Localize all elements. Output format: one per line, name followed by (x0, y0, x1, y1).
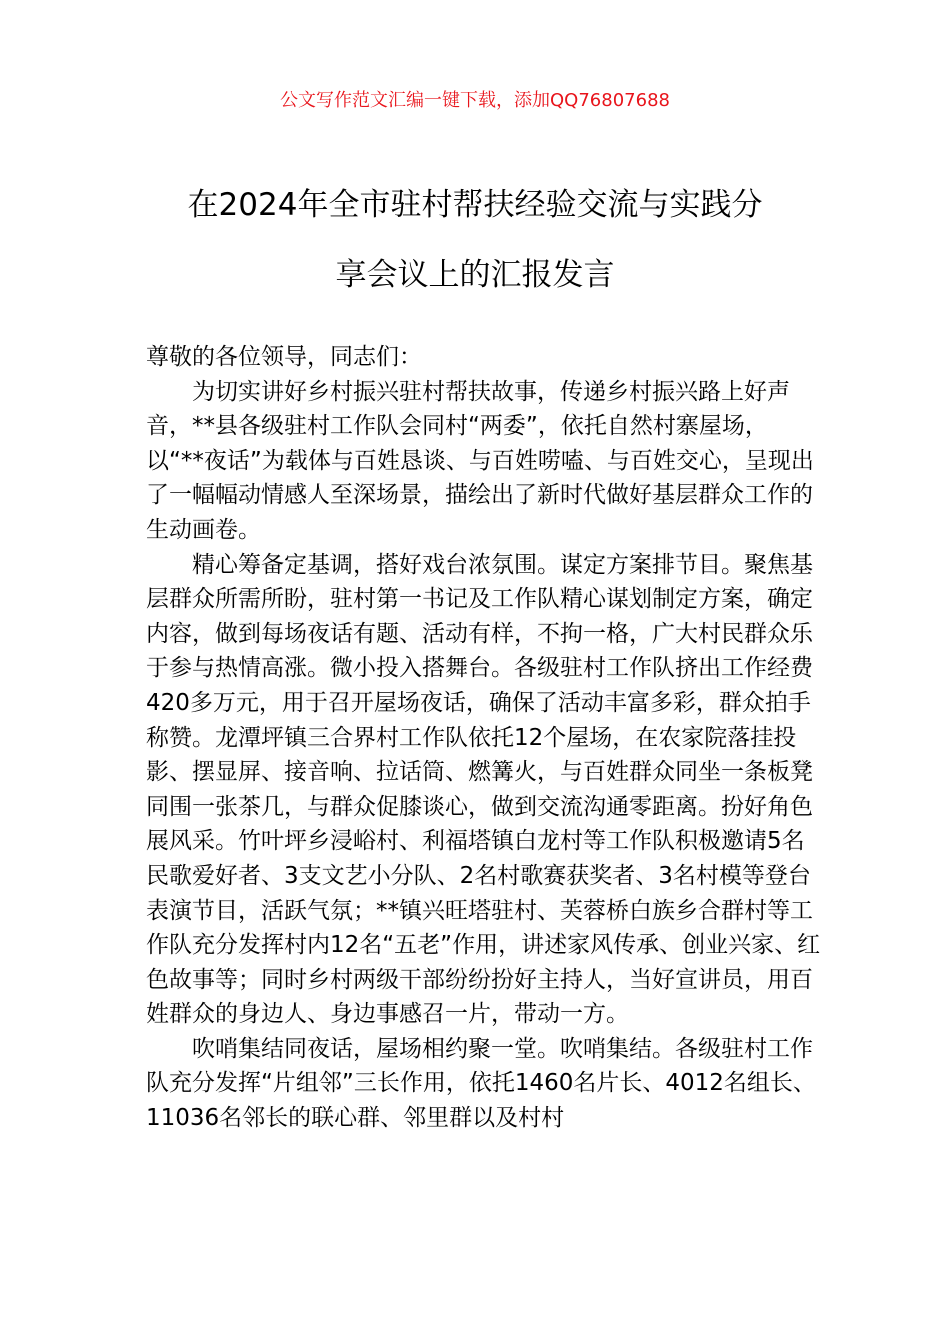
document-title (110, 170, 840, 310)
title-line-1: 在2024年全市驻村帮扶经验交流与实践分 (187, 187, 763, 223)
paragraph-preparation: 精心筹备定基调，搭好戏台浓氛围。谋定方案排节目。聚焦基层群众所需所盼，驻村第一书记及工作队精心谋划制定方案，确定内容，做到每场夜话有题、活动有样，不拘一格，广大村民群众乐于参与热情高涨。微小投入搭舞台。各级驻村工作队挤出工作经费420多万元，用于召开屋场夜话，确保了活动丰富多彩，群众拍手称赞。龙潭坪镇三合界村工作队依托12个屋场，在农家院落挂投影、摆显屏、接音响、拉话筒、燃篝火，与百姓群众同坐一条板凳同围一张茶几，与群众促膝谈心，做到交流沟通零距离。扮好角色展风采。竹叶坪乡浸峪村、利福塔镇白龙村等工作队积极邀请5名民歌爱好者、3支文艺小分队、2名村歌赛获奖者、3名村模等登台表演节目，活跃气氛；**镇兴旺塔驻村、芙蓉桥白族乡合群村等工作队充分发挥村内12名“五老”作用，讲述家风传承、创业兴家、红色故事等；同时乡村两级干部纷纷扮好主持人，当好宣讲员，用百姓群众的身边人、身边事感召一片，带动一方。 (146, 551, 821, 1028)
title-line-2: 享会议上的汇报发言 (335, 257, 615, 293)
salutation: 尊敬的各位领导，同志们： (146, 344, 422, 370)
paragraph-assembly: 吹哨集结同夜话，屋场相约聚一堂。吹哨集结。各级驻村工作队充分发挥“片组邻”三长作用，依托1460名片长、4012名组长、11036名邻长的联心群、邻里群以及村村 (146, 1035, 816, 1132)
document-body (146, 340, 822, 1136)
paragraph-intro: 为切实讲好乡村振兴驻村帮扶故事，传递乡村振兴路上好声音，**县各级驻村工作队会同村“两委”，依托自然村寨屋场，以“**夜话”为载体与百姓恳谈、与百姓唠嗑、与百姓交心，呈现出了一幅幅动情感人至深场景，描绘出了新时代做好基层群众工作的生动画卷。 (146, 378, 814, 543)
download-promo-note: 公文写作范文汇编一键下载，添加QQ76807688 (280, 90, 670, 111)
